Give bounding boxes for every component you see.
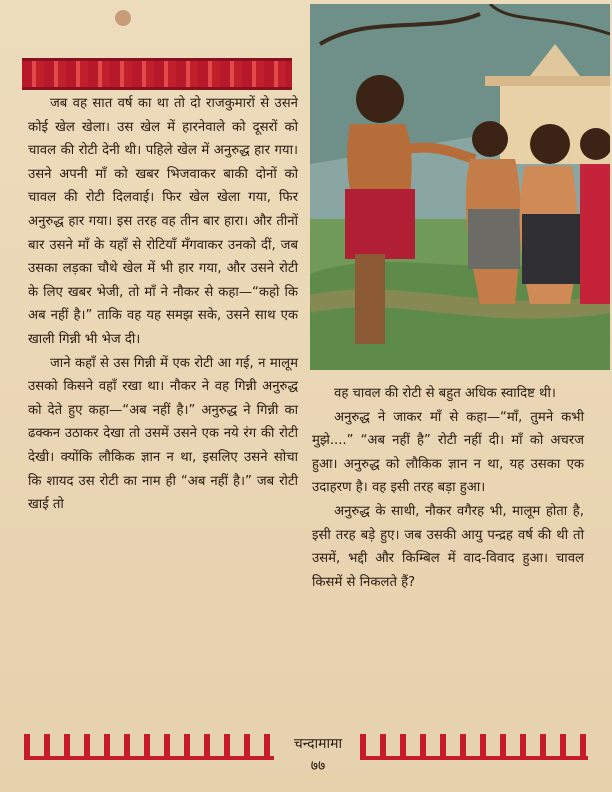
story-illustration: [310, 4, 610, 370]
story-right-column: [312, 382, 584, 594]
footer-magazine-name: चन्दामामा: [293, 736, 343, 752]
decorative-header-border: [22, 58, 292, 90]
footer-decoration-left: [24, 734, 274, 760]
story-left-column: [28, 92, 298, 517]
story-paragraph: जब वह सात वर्ष का था तो दो राजकुमारों से उसने कोई खेल खेला। उस खेल में हारनेवाले को दूसरों को चावल की रोटी देनी थी। पहिले खेल में अनुरुद्ध हार गया। उसने अपनी माँ को खबर भिजवाकर बाकी दोनों को चावल की रोटी दिलवाई। फिर खेल खेला गया, फिर अनुरुद्ध हार गया। इस तरह वह तीन बार हारा। और तीनों बार उसने माँ के यहाँ से रोटियाँ मँगवाकर उनको दीं, जब उसका लड़का चौथे खेल में भी हार गया, और उसने रोटी के लिए खबर भेजी, तो माँ ने नौकर से कहा—“कहो कि अब नहीं है।” ताकि वह यह समझ सके, उसने साथ एक खाली गिन्नी भी भेज दी।: [28, 96, 298, 347]
story-paragraph: जाने कहाँ से उस गिन्नी में एक रोटी आ गई, न मालूम उसको किसने वहाँ रखा था। नौकर ने वह गिन्नी अनुरुद्ध को देते हुए कहा—“अब नहीं है।” अनुरुद्ध ने गिन्नी का ढक्कन उठाकर देखा तो उसमें उसने एक नये रंग की रोटी देखी। क्योंकि लौकिक ज्ञान न था, इसलिए उसने सोचा कि शायद उस रोटी का नाम ही “अब नहीं है।” जब रोटी खाई तो: [28, 355, 298, 513]
footer-page-number: ७७: [310, 758, 326, 774]
footer-decoration-right: [360, 734, 588, 760]
story-paragraph: वह चावल की रोटी से बहुत अधिक स्वादिष्ट थी।: [334, 386, 556, 401]
punch-hole: [115, 10, 131, 26]
story-paragraph: अनुरुद्ध ने जाकर माँ से कहा—“माँ, तुमने कभी मुझे....” “अब नहीं है” रोटी नहीं दी। माँ को अचरज हुआ। अनुरुद्ध को लौकिक ज्ञान न था, यह उसका एक उदाहरण है। वह इसी तरह बड़ा हुआ।: [312, 409, 584, 496]
story-paragraph: अनुरुद्ध के साथी, नौकर वगैरह भी, मालूम होता है, इसी तरह बड़े हुए। जब उसकी आयु पन्द्रह वर्ष की थी तो उसमें, भद्दी और किम्बिल में वाद-विवाद हुआ। चावल किसमें से निकलते हैं?: [312, 503, 584, 590]
